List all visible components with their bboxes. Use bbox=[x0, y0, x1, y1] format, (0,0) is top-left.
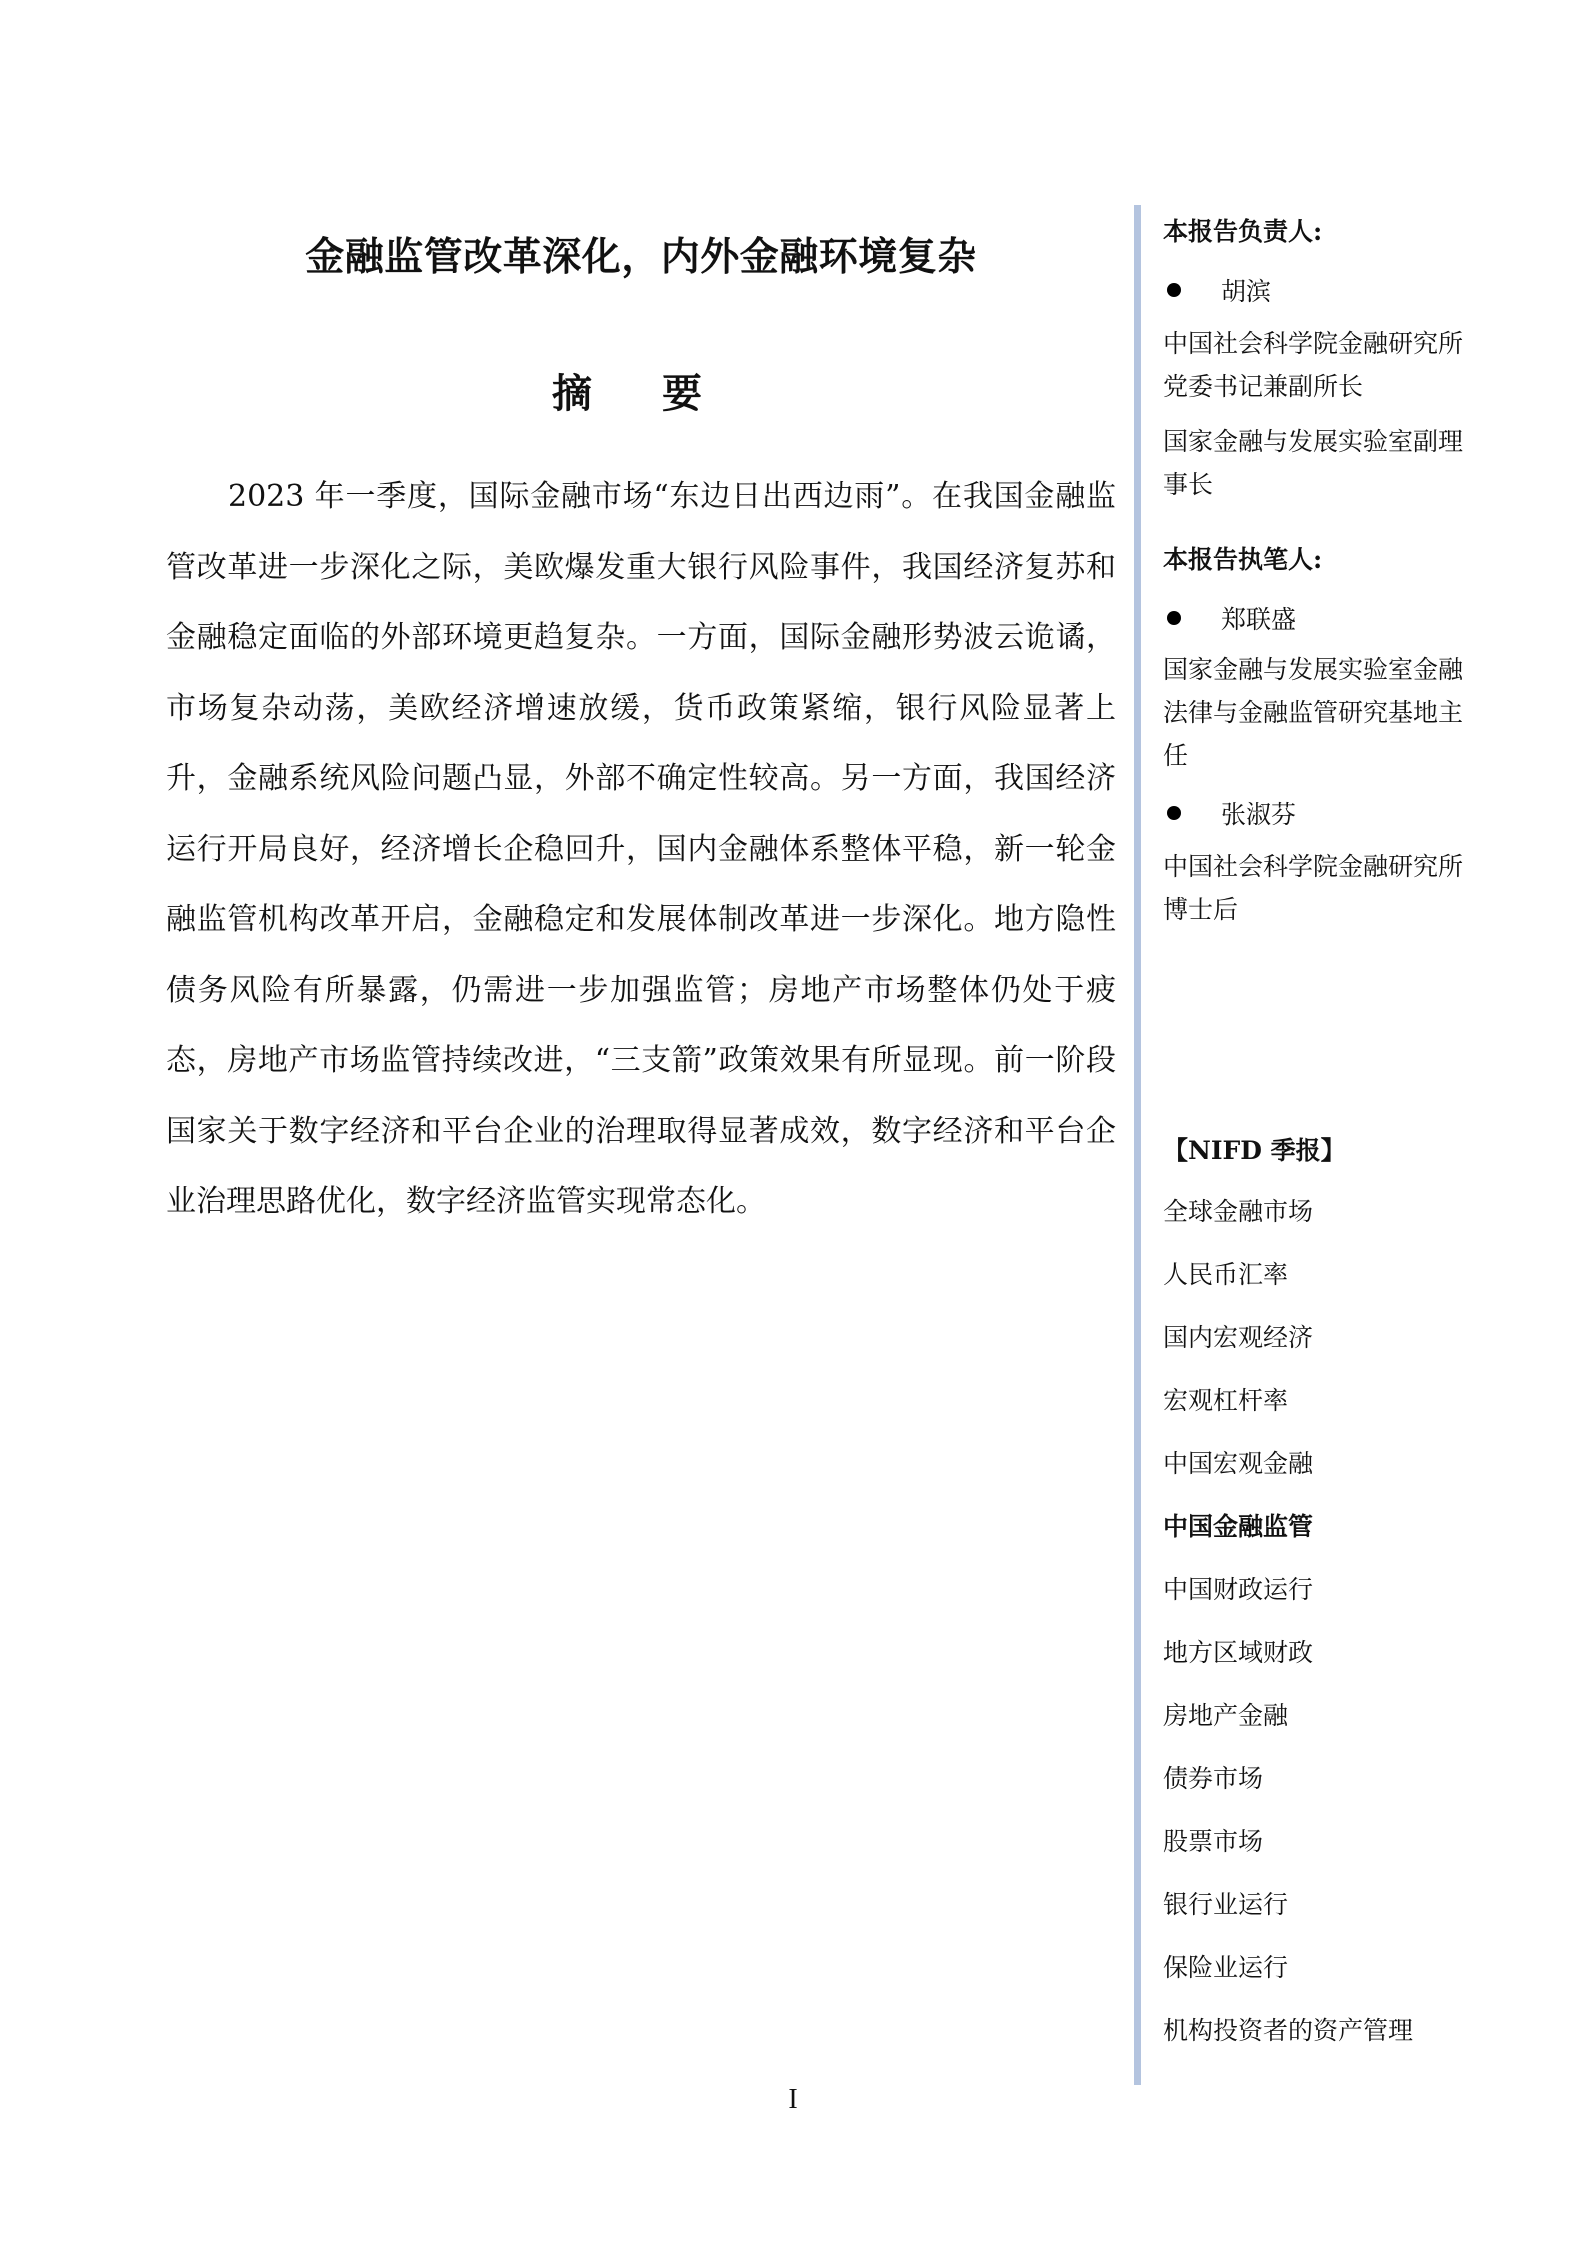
series-item[interactable]: 股票市场 bbox=[1163, 1827, 1264, 1856]
authors-heading: 本报告执笔人: bbox=[1163, 545, 1323, 574]
person-title: 中国社会科学院金融研究所党委书记兼副所长 bbox=[1163, 329, 1464, 401]
report-title: 金融监管改革深化，内外金融环境复杂 bbox=[305, 235, 977, 280]
series-item[interactable]: 债券市场 bbox=[1163, 1764, 1264, 1793]
series-item[interactable]: 保险业运行 bbox=[1163, 1953, 1289, 1982]
bullet-icon bbox=[1167, 611, 1181, 625]
person-title: 国家金融与发展实验室副理事长 bbox=[1163, 427, 1464, 499]
series-item[interactable]: 银行业运行 bbox=[1163, 1890, 1289, 1919]
series-item[interactable]: 中国宏观金融 bbox=[1163, 1449, 1314, 1478]
sidebar bbox=[1163, 212, 1463, 2049]
person-name: 张淑芬 bbox=[1221, 800, 1297, 829]
abstract-paragraph: 2023 年一季度，国际金融市场“东边日出西边雨”。在我国金融监管改革进一步深化之际，美欧爆发重大银行风险事件，我国经济复苏和金融稳定面临的外部环境更趋复杂。一方面，国际金融形势波云诡谲，市场复杂动荡，美欧经济增速放缓，货币政策紧缩，银行风险显著上升，金融系统风险问题凸显，外部不确定性较高。另一方面，我国经济运行开局良好，经济增长企稳回升，国内金融体系整体平稳，新一轮金融监管机构改革开启，金融稳定和发展体制改革进一步深化。地方隐性债务风险有所暴露，仍需进一步加强监管；房地产市场整体仍处于疲态，房地产市场监管持续改进，“三支箭”政策效果有所显现。前一阶段国家关于数字经济和平台企业的治理取得显著成效，数字经济和平台企业治理思路优化，数字经济监管实现常态化。 bbox=[166, 479, 1116, 1219]
series-item[interactable]: 地方区域财政 bbox=[1163, 1638, 1314, 1667]
series-heading: 【NIFD 季报】 bbox=[1163, 1136, 1346, 1165]
responsible-heading: 本报告负责人: bbox=[1163, 217, 1323, 246]
person-entry bbox=[1163, 795, 1463, 831]
sidebar-divider bbox=[1134, 205, 1141, 2085]
page-number: I bbox=[788, 2084, 798, 2115]
series-item[interactable]: 国内宏观经济 bbox=[1163, 1323, 1314, 1352]
bullet-icon bbox=[1167, 806, 1181, 820]
person-name: 胡滨 bbox=[1221, 277, 1272, 306]
series-item[interactable]: 机构投资者的资产管理 bbox=[1163, 2016, 1414, 2045]
person-name: 郑联盛 bbox=[1221, 605, 1297, 634]
person-entry bbox=[1163, 600, 1463, 636]
person-title: 国家金融与发展实验室金融法律与金融监管研究基地主任 bbox=[1163, 655, 1464, 770]
bullet-icon bbox=[1167, 283, 1181, 297]
series-item[interactable]: 房地产金融 bbox=[1163, 1701, 1289, 1730]
main-content bbox=[166, 226, 1116, 1268]
series-item[interactable]: 宏观杠杆率 bbox=[1163, 1386, 1289, 1415]
series-item[interactable]: 中国财政运行 bbox=[1163, 1575, 1314, 1604]
person-entry bbox=[1163, 272, 1463, 308]
series-item[interactable]: 人民币汇率 bbox=[1163, 1260, 1289, 1289]
series-list bbox=[1163, 1193, 1463, 2049]
series-item-active[interactable]: 中国金融监管 bbox=[1163, 1512, 1314, 1541]
abstract-heading: 摘 要 bbox=[552, 371, 730, 417]
person-title: 中国社会科学院金融研究所博士后 bbox=[1163, 852, 1464, 924]
series-item[interactable]: 全球金融市场 bbox=[1163, 1197, 1314, 1226]
